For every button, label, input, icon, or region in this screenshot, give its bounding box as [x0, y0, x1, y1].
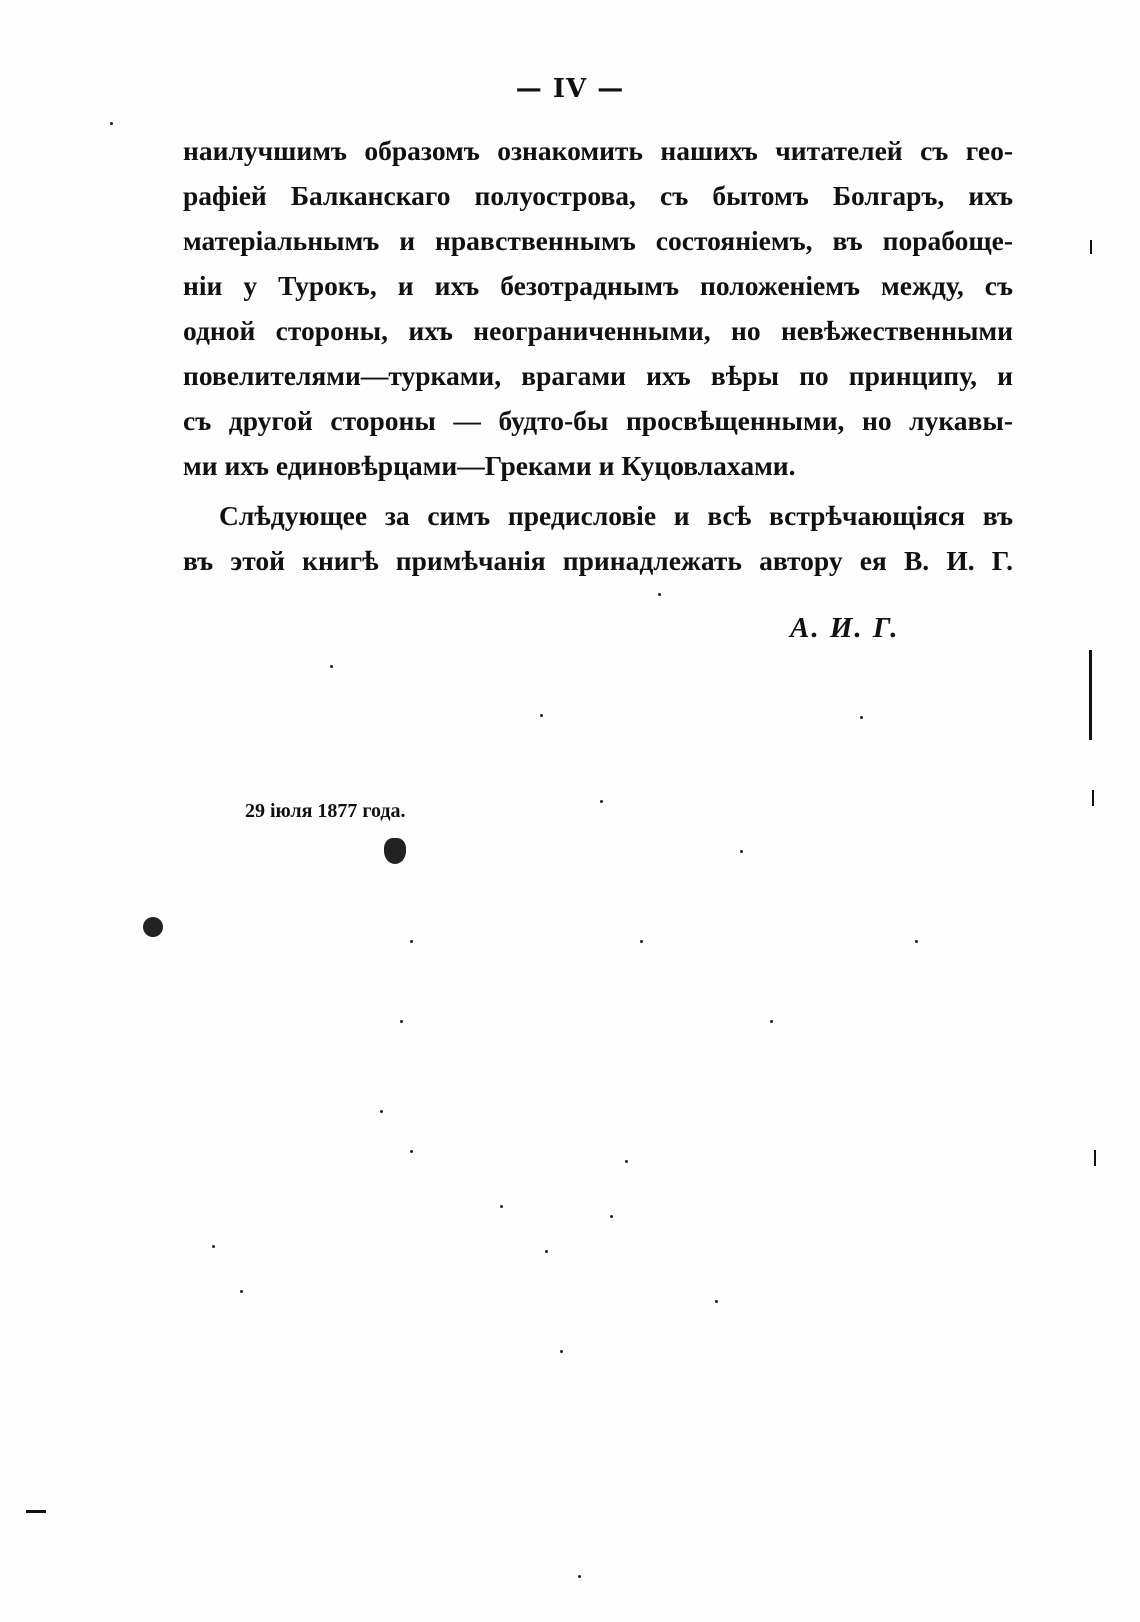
date-line: 29 іюля 1877 года. [245, 800, 406, 822]
text-line: Слѣдующее за симъ предисловіе и всѣ встрѣчающіяся въ [219, 500, 1013, 531]
body-text [183, 128, 1013, 583]
dust-speck [540, 714, 543, 717]
dust-speck [545, 1250, 548, 1253]
text-line: ніи у Турокъ, и ихъ безотраднымъ положеніемъ между, съ [183, 270, 1013, 301]
text-line: въ этой книгѣ примѣчанія принадлежать автору ея В. И. Г. [183, 545, 1013, 576]
dust-speck [740, 850, 743, 853]
dust-speck [610, 1215, 613, 1218]
edge-mark [1094, 1150, 1096, 1166]
text-line: ми ихъ единовѣрцами—Греками и Куцовлахами. [183, 450, 796, 481]
dust-speck [860, 716, 863, 719]
dust-speck [330, 665, 333, 668]
text-line: рафіей Балканскаго полуострова, съ бытомъ Болгаръ, ихъ [183, 180, 1013, 211]
edge-mark [26, 1510, 46, 1513]
text-line: одной стороны, ихъ неограниченными, но невѣжественными [183, 315, 1013, 346]
dust-speck [770, 1020, 773, 1023]
page-number: — IV — [515, 74, 625, 104]
dust-speck [380, 1110, 383, 1113]
ink-blot [384, 838, 406, 864]
dust-speck [915, 940, 918, 943]
dust-speck [110, 122, 113, 125]
dust-speck [578, 1575, 581, 1578]
edge-mark [1089, 650, 1092, 740]
dust-speck [212, 1245, 215, 1248]
text-line: матеріальнымъ и нравственнымъ состояніемъ, въ порабоще- [183, 225, 1013, 256]
dust-speck [410, 1150, 413, 1153]
edge-mark [1092, 790, 1094, 806]
dust-speck [715, 1300, 718, 1303]
dust-speck [500, 1205, 503, 1208]
text-line: повелителями—турками, врагами ихъ вѣры по принципу, и [183, 360, 1013, 391]
dust-speck [640, 940, 643, 943]
dust-speck [560, 1350, 563, 1353]
dust-speck [658, 593, 661, 596]
text-line: наилучшимъ образомъ ознакомить нашихъ читателей съ гео- [183, 135, 1013, 166]
dust-speck [625, 1160, 628, 1163]
dust-speck [240, 1290, 243, 1293]
dust-speck [400, 1020, 403, 1023]
dust-speck [410, 940, 413, 943]
text-line: съ другой стороны — будто-бы просвѣщенными, но лукавы- [183, 405, 1013, 436]
signature-initials: А. И. Г. [790, 612, 900, 644]
edge-mark [1090, 240, 1092, 254]
dust-speck [600, 800, 603, 803]
ink-blot [143, 917, 163, 937]
